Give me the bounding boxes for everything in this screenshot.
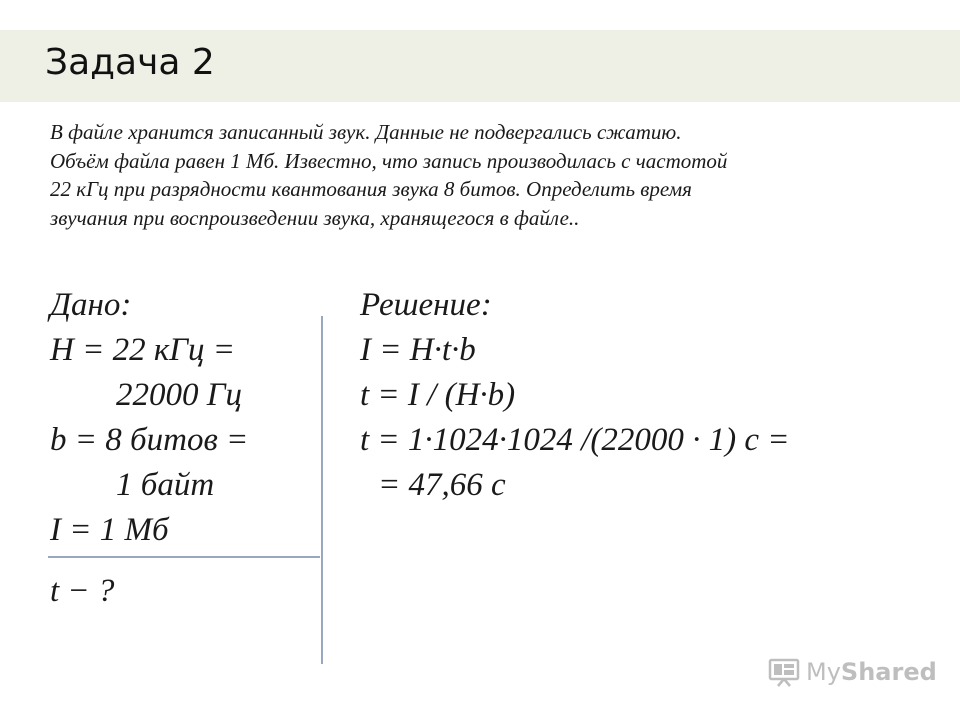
problem-line: В файле хранится записанный звук. Данные не подвергались сжатию.: [50, 120, 682, 144]
projector-screen-icon: [768, 656, 800, 688]
problem-line: 22 кГц при разрядности квантования звука 8 битов. Определить время: [50, 177, 692, 201]
watermark-label: [806, 658, 937, 686]
solution-line: t = 1·1024·1024 /(22000 · 1) с =: [360, 422, 790, 458]
solution-heading: Решение:: [360, 287, 492, 323]
given-section: [50, 283, 248, 553]
given-line: b = 8 битов =: [50, 422, 249, 458]
solution-line: I = H·t·b: [360, 332, 476, 368]
solution-line: t = I / (H·b): [360, 377, 516, 413]
solution-section: [360, 283, 790, 508]
given-heading: Дано:: [50, 287, 132, 323]
problem-statement: [50, 118, 920, 232]
given-unknown: t − ?: [50, 573, 115, 609]
watermark-prefix: My: [806, 658, 841, 686]
solution-line: = 47,66 с: [378, 467, 506, 503]
given-line: H = 22 кГц =: [50, 332, 236, 368]
given-line: 1 байт: [116, 467, 215, 503]
slide-title: Задача 2: [45, 42, 215, 83]
given-line: I = 1 Мб: [50, 512, 169, 548]
watermark-suffix: Shared: [840, 658, 937, 686]
myshared-watermark: [768, 656, 937, 688]
problem-line: Объём файла равен 1 Мб. Известно, что запись производилась с частотой: [50, 148, 728, 173]
given-divider: [48, 556, 320, 558]
given-line: 22000 Гц: [116, 377, 243, 413]
column-divider: [321, 316, 323, 664]
problem-line: звучания при воспроизведении звука, хранящегося в файле..: [50, 205, 580, 230]
